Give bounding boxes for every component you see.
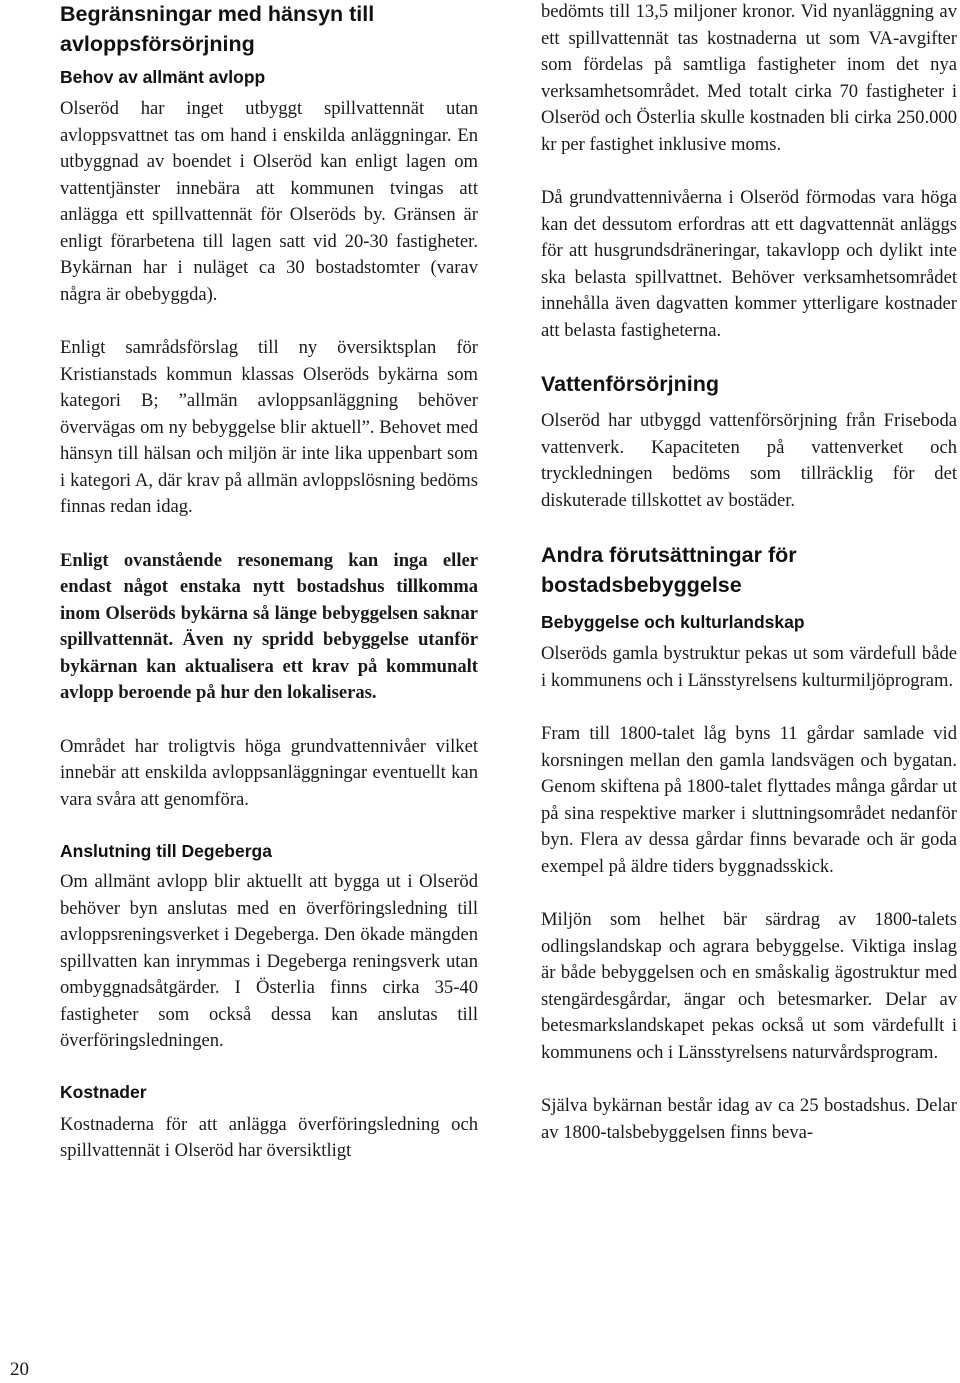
section-title-forutsattningar: Andra förutsättningar för bostadsbebyggelse xyxy=(541,543,797,597)
paragraph-1800-talet: Fram till 1800-talet låg byns 11 gårdar samlade vid korsningen mellan den gamla landsvägen och bygatan. Genom skiftena på 1800-talet flyttades många gårdar ut på sina respektive marker i sluttningsområdet nedanför byn. Flera av dessa gårdar finns bevarade och är goda exempel på äldre tiders byggnadsskick. xyxy=(541,723,957,877)
paragraph-bykarnan: Själva bykärnan består idag av ca 25 bostadshus. Delar av 1800-talsbebyggelsen finns beva- xyxy=(541,1095,957,1143)
section-title-vatten: Vattenförsörjning xyxy=(541,372,719,396)
paragraph-kostnader-cont: bedömts till 13,5 miljoner kronor. Vid nyanläggning av ett spillvattennät tas kostnaderna ut som VA-avgifter som fördelas på samtliga fastigheter inom det nya verksamhetsområdet. Med totalt cirka 70 fastigheter i Olseröd och Österlia skulle kostnaden bli cirka 250.000 kr per fastighet inklusive moms. xyxy=(541,1,957,155)
paragraph-grundvatten: Området har troligtvis höga grundvattennivåer vilket innebär att enskilda avloppsanläggningar eventuellt kan vara svåra att genomföra. xyxy=(60,735,478,810)
right-column xyxy=(541,0,957,1146)
subheading-bebyggelse: Bebyggelse och kulturlandskap xyxy=(541,612,805,632)
subheading-kostnader: Kostnader xyxy=(60,1081,147,1102)
paragraph-miljon: Miljön som helhet bär särdrag av 1800-talets odlingslandskap och agrara bebyggelse. Viktiga inslag är både bebyggelsen och en småskalig ägostruktur med stengärdesgårdar, ängar och betesmarker. Delar av betesmarkslandskapet pekas också ut som värdefullt i kommunens och i Länsstyrelsens naturvårdsprogram. xyxy=(541,909,957,1063)
paragraph-kostnader: Kostnaderna för att anlägga överföringsledning och spillvattennät i Olseröd har översiktligt xyxy=(60,1113,478,1161)
paragraph-anslutning: Om allmänt avlopp blir aktuellt att bygga ut i Olseröd behöver byn anslutas med en överföringsledning till avloppsreningsverket i Degeberga. Den ökade mängden spillvatten kan inrymmas i Degeberga reningsverk utan ombyggnadsåtgärder. I Österlia finns cirka 35-40 fastigheter som också dessa kan anslutas till överföringsledningen. xyxy=(60,871,478,1051)
subheading-anslutning: Anslutning till Degeberga xyxy=(60,841,272,861)
page-number: 20 xyxy=(10,1359,29,1380)
left-column xyxy=(60,0,478,1165)
subheading-behov: Behov av allmänt avlopp xyxy=(60,67,266,87)
paragraph-vatten: Olseröd har utbyggd vattenförsörjning från Friseboda vattenverk. Kapaciteten på vattenverket och tryckledningen bedöms som tillräcklig för det diskuterade tillskottet av bostäder. xyxy=(541,410,957,511)
paragraph-behov: Olseröd har inget utbyggt spillvattennät utan avloppsvattnet tas om hand i enskilda anläggningar. En utbyggnad av boendet i Olseröd kan enligt lagen om vattentjänster innebära att kommunen tvingas att anlägga ett spillvattennät för Olseröds by. Gränsen är enligt förarbetena till lagen satt vid 20-30 fastigheter. Bykärnan har i nuläget ca 30 bostadstomter (varav några är obebyggda). xyxy=(60,98,478,305)
section-title-avlopp: Begränsningar med hänsyn till avloppsförsörjning xyxy=(60,2,375,56)
paragraph-conclusion-bold: Enligt ovanstående resonemang kan inga eller endast något enstaka nytt bostadshus tillkomma inom Olseröds bykärna så länge bebyggelsen saknar spillvattennät. Även ny spridd bebyggelse utanför bykärnan kan aktualisera ett krav på kommunalt avlopp beroende på hur den lokaliseras. xyxy=(60,549,478,703)
paragraph-samradsforslag: Enligt samrådsförslag till ny översiktsplan för Kristianstads kommun klassas Olseröds bykärna som kategori B; ”allmän avloppsanläggning behöver övervägas om ny bebyggelse blir aktuell”. Behovet med hänsyn till hälsan och miljön är inte lika uppenbart som i kategori A, där krav på allmän avloppslösning bedöms finnas redan idag. xyxy=(60,337,478,517)
paragraph-bystruktur: Olseröds gamla bystruktur pekas ut som värdefull både i kommunens och i Länsstyrelsens kulturmiljöprogram. xyxy=(541,643,957,691)
paragraph-dagvatten: Då grundvattennivåerna i Olseröd förmodas vara höga kan det dessutom erfordras att ett dagvattennät anläggs för att husgrundsdräneringar, takavlopp och dylikt inte ska belasta spillvattnet. Behöver verksamhetsområdet innehålla även dagvatten kommer ytterligare kostnader att belasta fastigheterna. xyxy=(541,187,957,341)
